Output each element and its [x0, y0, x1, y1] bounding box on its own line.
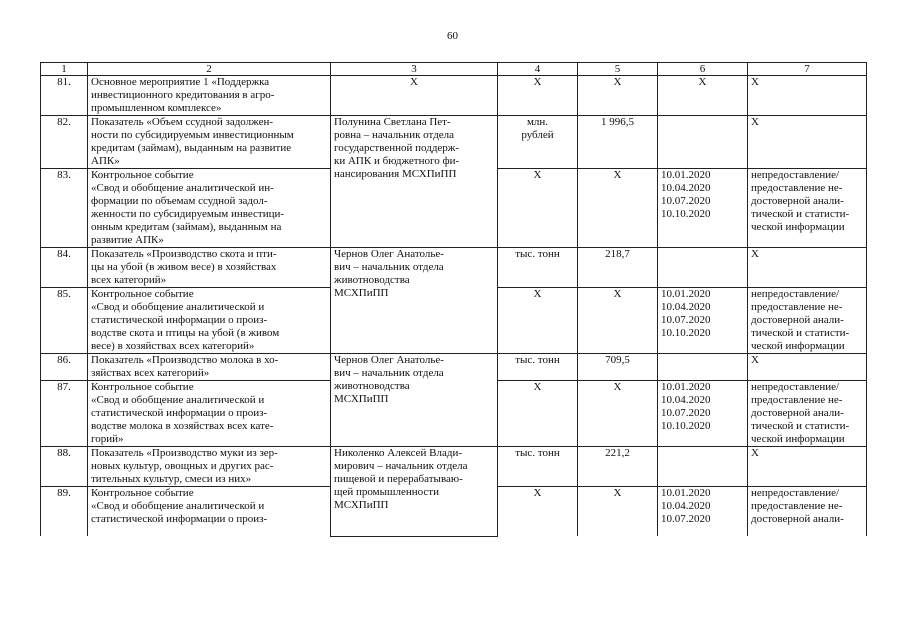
cell-line: тической и статисти-	[751, 208, 850, 220]
column-header: 4	[498, 63, 578, 76]
unit-cell	[498, 381, 578, 447]
cell-line: «Свод и обобщение аналитической ин-	[91, 182, 274, 194]
cell-line: 10.01.2020	[661, 381, 711, 393]
deadline-cell	[658, 248, 748, 288]
cell-line: предоставление не-	[751, 394, 843, 406]
row-number-cell: 85.	[41, 288, 88, 354]
cell-line: рублей	[521, 129, 554, 141]
cell-line: водстве скота и птицы на убой (в живом	[91, 327, 280, 339]
deadline-cell	[658, 487, 748, 537]
cell-line: непредоставление/	[751, 381, 840, 393]
cell-line: всех категорий»	[91, 274, 167, 286]
implementation-plan-table	[40, 62, 867, 537]
target-value-cell: Х	[578, 76, 658, 116]
row-number-cell: 82.	[41, 116, 88, 169]
responsible-cell	[331, 116, 498, 248]
cell-line: «Свод и обобщение аналитической и	[91, 394, 265, 406]
cell-line: 10.04.2020	[661, 301, 711, 313]
cell-line: Контрольное событие	[91, 487, 194, 499]
cell-line: инвестиционного кредитования в агро-	[91, 89, 275, 101]
cell-line: мирович – начальник отдела	[334, 460, 468, 472]
cell-line: животноводства	[334, 274, 410, 286]
cell-line: Х	[533, 288, 542, 300]
row-number-cell: 88.	[41, 447, 88, 487]
cell-line: АПК»	[91, 155, 120, 167]
table-row	[41, 354, 867, 381]
cell-line: онным кредитам (займам), выданным на	[91, 221, 282, 233]
activity-name-cell	[88, 381, 331, 447]
risk-cell	[748, 447, 867, 487]
unit-cell	[498, 116, 578, 169]
cell-line: водстве молока в хозяйствах всех кате-	[91, 420, 274, 432]
deadline-cell	[658, 447, 748, 487]
cell-line: тической и статисти-	[751, 420, 850, 432]
cell-line: тыс. тонн	[515, 248, 560, 260]
unit-cell	[498, 354, 578, 381]
cell-line: МСХПиПП	[334, 499, 389, 511]
deadline-cell	[658, 354, 748, 381]
column-header: 7	[748, 63, 867, 76]
unit-cell	[498, 248, 578, 288]
cell-line: тической и статисти-	[751, 327, 850, 339]
cell-line: горий»	[91, 433, 124, 445]
cell-line: МСХПиПП	[334, 393, 389, 405]
risk-cell	[748, 487, 867, 537]
unit-cell	[498, 447, 578, 487]
cell-line: Чернов Олег Анатолье-	[334, 248, 444, 260]
cell-line: Х	[533, 381, 542, 393]
activity-name-cell	[88, 76, 331, 116]
cell-line: ческой информации	[751, 433, 845, 445]
cell-line: 10.04.2020	[661, 394, 711, 406]
cell-line: статистической информации о произ-	[91, 407, 268, 419]
cell-line: Х	[533, 487, 542, 499]
cell-line: статистической информации о произ-	[91, 513, 268, 525]
cell-line: 10.07.2020	[661, 195, 711, 207]
column-header: 5	[578, 63, 658, 76]
column-header: 2	[88, 63, 331, 76]
cell-line: государственной поддерж-	[334, 142, 460, 154]
cell-line: млн.	[526, 116, 549, 128]
activity-name-cell	[88, 169, 331, 248]
row-number-cell: 86.	[41, 354, 88, 381]
cell-line: непредоставление/	[751, 487, 840, 499]
deadline-cell	[658, 381, 748, 447]
cell-line: Основное мероприятие 1 «Поддержка	[91, 76, 270, 88]
cell-line: новых культур, овощных и других рас-	[91, 460, 274, 472]
cell-line: ровна – начальник отдела	[334, 129, 455, 141]
table-row	[41, 447, 867, 487]
cell-line: 10.01.2020	[661, 288, 711, 300]
target-value-cell: Х	[578, 381, 658, 447]
target-value-cell: Х	[578, 288, 658, 354]
cell-line: МСХПиПП	[334, 287, 389, 299]
activity-name-cell	[88, 354, 331, 381]
cell-line: достоверной анали-	[751, 195, 844, 207]
cell-line: предоставление не-	[751, 182, 843, 194]
activity-name-cell	[88, 288, 331, 354]
cell-line: тительных культур, смеси из них»	[91, 473, 252, 485]
cell-line: «Свод и обобщение аналитической и	[91, 301, 265, 313]
cell-line: Николенко Алексей Влади-	[334, 447, 463, 459]
target-value-cell: 218,7	[578, 248, 658, 288]
table-row	[41, 76, 867, 116]
cell-line: статистической информации о произ-	[91, 314, 268, 326]
cell-line: непредоставление/	[751, 288, 840, 300]
cell-line: Х	[533, 169, 542, 181]
cell-line: животноводства	[334, 380, 410, 392]
table-row	[41, 116, 867, 169]
cell-line: Х	[751, 447, 759, 459]
cell-line: Показатель «Производство скота и пти-	[91, 248, 277, 260]
cell-line: предоставление не-	[751, 301, 843, 313]
risk-cell	[748, 116, 867, 169]
cell-line: щей промышленности	[334, 486, 439, 498]
cell-line: Х	[751, 354, 759, 366]
cell-line: достоверной анали-	[751, 407, 844, 419]
cell-line: пищевой и перерабатываю-	[334, 473, 463, 485]
cell-line: 10.07.2020	[661, 314, 711, 326]
deadline-cell	[658, 169, 748, 248]
column-header: 6	[658, 63, 748, 76]
cell-line: предоставление не-	[751, 500, 843, 512]
unit-cell	[498, 169, 578, 248]
table-body	[41, 76, 867, 537]
responsible-cell	[331, 447, 498, 537]
risk-cell	[748, 288, 867, 354]
cell-line: 10.10.2020	[661, 420, 711, 432]
risk-cell	[748, 169, 867, 248]
cell-line: Х	[751, 248, 759, 260]
row-number-cell: 87.	[41, 381, 88, 447]
risk-cell	[748, 381, 867, 447]
cell-line: Контрольное событие	[91, 288, 194, 300]
risk-cell	[748, 354, 867, 381]
deadline-cell	[658, 116, 748, 169]
cell-line: Контрольное событие	[91, 381, 194, 393]
column-numbers-row	[41, 63, 867, 76]
cell-line: ческой информации	[751, 221, 845, 233]
cell-line: кредитам (займам), выданным на развитие	[91, 142, 292, 154]
activity-name-cell	[88, 487, 331, 537]
row-number-cell: 83.	[41, 169, 88, 248]
cell-line: достоверной анали-	[751, 314, 844, 326]
cell-line: Х	[533, 76, 542, 88]
cell-line: ности по субсидируемым инвестиционным	[91, 129, 294, 141]
cell-line: Показатель «Производство молока в хо-	[91, 354, 279, 366]
target-value-cell: 221,2	[578, 447, 658, 487]
responsible-cell	[331, 76, 498, 116]
cell-line: развитие АПК»	[91, 234, 164, 246]
cell-line: тыс. тонн	[515, 354, 560, 366]
cell-line: вич – начальник отдела	[334, 261, 444, 273]
row-number-cell: 89.	[41, 487, 88, 537]
cell-line: Х	[751, 116, 759, 128]
cell-line: формации по объемам ссудной задол-	[91, 195, 268, 207]
cell-line: женности по субсидируемым инвестици-	[91, 208, 285, 220]
row-number-cell: 81.	[41, 76, 88, 116]
activity-name-cell	[88, 447, 331, 487]
cell-line: Полунина Светлана Пет-	[334, 116, 451, 128]
cell-line: Показатель «Производство муки из зер-	[91, 447, 278, 459]
cell-line: 10.01.2020	[661, 487, 711, 499]
table-row	[41, 248, 867, 288]
cell-line: вич – начальник отдела	[334, 367, 444, 379]
activity-name-cell	[88, 116, 331, 169]
column-header: 1	[41, 63, 88, 76]
cell-line: Показатель «Объем ссудной задолжен-	[91, 116, 274, 128]
cell-line: 10.01.2020	[661, 169, 711, 181]
row-number-cell: 84.	[41, 248, 88, 288]
page-number: 60	[447, 30, 458, 42]
unit-cell	[498, 76, 578, 116]
cell-line: 10.04.2020	[661, 500, 711, 512]
cell-line: весе) в хозяйствах всех категорий»	[91, 340, 255, 352]
cell-line: промышленном комплексе»	[91, 102, 222, 114]
deadline-cell	[658, 288, 748, 354]
cell-line: цы на убой (в живом весе) в хозяйствах	[91, 261, 277, 273]
responsible-cell	[331, 248, 498, 354]
cell-line: 10.07.2020	[661, 407, 711, 419]
column-header: 3	[331, 63, 498, 76]
unit-cell	[498, 288, 578, 354]
cell-line: ческой информации	[751, 340, 845, 352]
target-value-cell: Х	[578, 487, 658, 537]
cell-line: Х	[698, 76, 707, 88]
cell-line: 10.04.2020	[661, 182, 711, 194]
cell-line: «Свод и обобщение аналитической и	[91, 500, 265, 512]
cell-line: достоверной анали-	[751, 513, 844, 525]
cell-line: Х	[751, 76, 759, 88]
cell-line: Контрольное событие	[91, 169, 194, 181]
cell-line: 10.07.2020	[661, 513, 711, 525]
cell-line: тыс. тонн	[515, 447, 560, 459]
risk-cell	[748, 76, 867, 116]
cell-line: ки АПК и бюджетного фи-	[334, 155, 460, 167]
unit-cell	[498, 487, 578, 537]
responsible-cell	[331, 354, 498, 447]
deadline-cell	[658, 76, 748, 116]
activity-name-cell	[88, 248, 331, 288]
cell-line: Чернов Олег Анатолье-	[334, 354, 444, 366]
target-value-cell: 709,5	[578, 354, 658, 381]
risk-cell	[748, 248, 867, 288]
cell-line: Х	[410, 76, 418, 88]
cell-line: нансирования МСХПиПП	[334, 168, 457, 180]
target-value-cell: 1 996,5	[578, 116, 658, 169]
cell-line: непредоставление/	[751, 169, 840, 181]
cell-line: 10.10.2020	[661, 208, 711, 220]
cell-line: 10.10.2020	[661, 327, 711, 339]
target-value-cell: Х	[578, 169, 658, 248]
cell-line: зяйствах всех категорий»	[91, 367, 210, 379]
